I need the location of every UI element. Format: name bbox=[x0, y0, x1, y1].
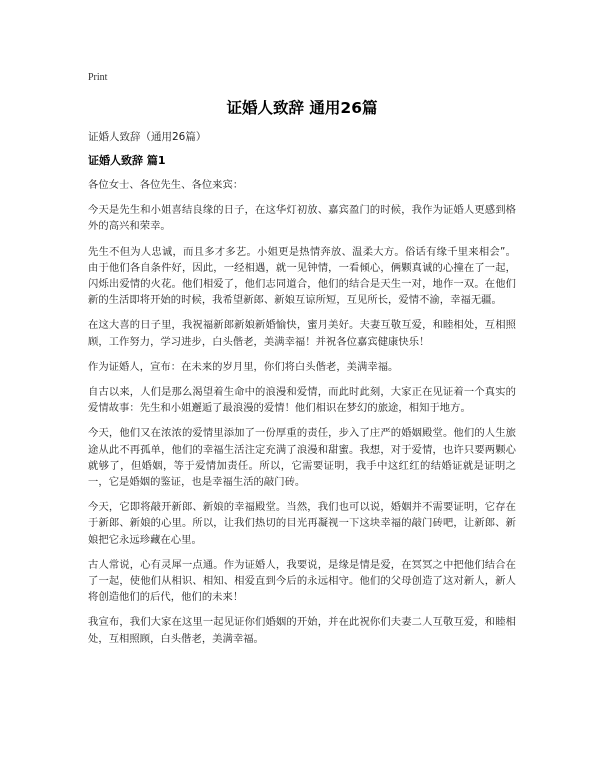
paragraph-greeting: 各位女士、各位先生、各位来宾： bbox=[88, 179, 244, 191]
paragraph: 作为证婚人，宣布：在未来的岁月里，你们将白头偕老，美满幸福。 bbox=[88, 360, 399, 373]
page-title: 证婚人致辞 通用26篇 bbox=[226, 99, 378, 117]
paragraph: 我宣布，我们大家在这里一起见证你们婚姻的开始，并在此祝你们夫妻二人互敬互爱，和睦相处，互相照顾，白头偕老，美满幸福。 bbox=[88, 616, 516, 645]
print-label[interactable]: Print bbox=[88, 72, 108, 83]
document-page bbox=[88, 72, 516, 656]
paragraph: 古人常说，心有灵犀一点通。作为证婚人，我要说，是缘是情是爱，在冥冥之中把他们结合在了一起，使他们从相识、相知、相爱直到今后的永远相守。他们的父母创造了这对新人，新人将创造他们的后代，他们的未来！ bbox=[88, 558, 516, 604]
section-heading: 证婚人致辞 篇1 bbox=[88, 154, 166, 167]
paragraph: 自古以来，人们是那么渴望着生命中的浪漫和爱情，而此时此刻，大家正在见证着一个真实的爱情故事：先生和小姐邂逅了最浪漫的爱情！他们相识在梦幻的旅途，相知于地方。 bbox=[88, 386, 516, 415]
document-subtitle: 证婚人致辞（通用26篇） bbox=[88, 131, 207, 143]
paragraph: 今天是先生和小姐喜结良缘的日子，在这华灯初放、嘉宾盈门的时候，我作为证婚人更感到格外的高兴和荣幸。 bbox=[88, 204, 516, 233]
paragraph: 今天，他们又在浓浓的爱情里添加了一份厚重的责任，步入了庄严的婚姻殿堂。他们的人生旅途从此不再孤单，他们的幸福生活注定充满了浪漫和甜蜜。我想，对于爱情，也许只要两颗心就够了，但婚姻，等于爱情加责任。所以，它需要证明，我手中这红红的结婚证就是证明之一，它是婚姻的鉴证，也是幸福生活的敲门砖。 bbox=[88, 427, 516, 489]
paragraph: 在这大喜的日子里，我祝福新郎新娘新婚愉快，蜜月美好。夫妻互敬互爱，和睦相处，互相照顾，工作努力，学习进步，白头偕老，美满幸福！并祝各位嘉宾健康快乐！ bbox=[88, 319, 516, 348]
paragraph: 先生不但为人忠诚，而且多才多艺。小姐更是热情奔放、温柔大方。俗话有缘千里来相会”。由于他们各自条件好，因此，一经相遇，就一见钟情，一看倾心，俩颗真诚的心撞在了一起，闪烁出爱情的火花。他们相爱了，他们志同道合，他们的结合是天生一对，地作一双。在他们新的生活即将开始的时候，我希望新郎、新娘互谅所短，互见所长，爱情不渝，幸福无疆。 bbox=[88, 245, 516, 307]
paragraph: 今天，它即将敲开新郎、新娘的幸福殿堂。当然，我们也可以说，婚姻并不需要证明，它存在于新郎、新娘的心里。所以，让我们热切的目光再凝视一下这块幸福的敲门砖吧，让新郎、新娘把它永远珍藏在心里。 bbox=[88, 501, 516, 546]
